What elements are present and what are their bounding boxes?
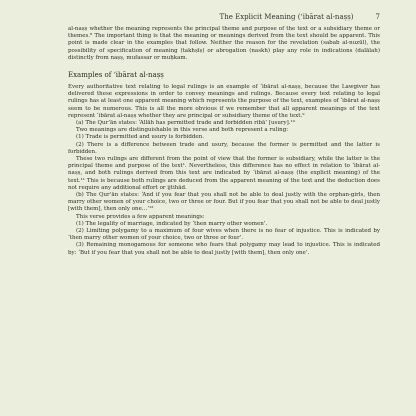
intro-paragraph: al-naṣṣ whether the meaning represents the principal theme and purpose of the text or a subsidiary theme or themes.⁸ The important thing is that the meaning or meanings derived from the text should be apparent. This point is made clear in the examples that follow. Neither the reason for the revelation (sabab al-nuzūl), the possibility of specification of meaning (takhṣīṣ) or abrogation (naskh) play any role in indications (dalālah) distinctly from naṣṣ, mufassar or muḥkam. xyxy=(68,26,380,61)
paragraph: Two meanings are distinguishable in this verse and both represent a ruling: xyxy=(76,127,289,134)
list-item: (1) Trade is permitted and usury is forbidden. xyxy=(76,134,204,141)
running-title: The Explicit Meaning (‘ibārat al-naṣṣ) xyxy=(219,13,354,21)
page-number: 7 xyxy=(375,13,380,21)
example-a: (a) The Qur’ān states: ‘Allāh has permitted trade and forbidden ribā’ [usury].¹⁰ xyxy=(76,120,295,127)
section-heading: Examples of ‘ibārat al-naṣṣ xyxy=(68,71,164,80)
running-head xyxy=(68,13,380,22)
list-item: (2) There is a difference between trade and usury, because the former is permitted and the latter is forbidden. xyxy=(68,141,380,155)
body-text xyxy=(68,26,380,257)
list-item: (2) Limiting polygamy to a maximum of four wives when there is no fear of injustice. This is indicated by ‘then marry other women of your choice, two or three or four’. xyxy=(68,228,380,242)
list-item: (3) Remaining monogamous for someone who fears that polygamy may lead to injustice. This is indicated by: ‘But if you fear that you shall not be able to deal justly [with them], then only one’. xyxy=(68,242,380,256)
paragraph: This verse provides a few apparent meanings: xyxy=(76,213,205,220)
paragraph: These two rulings are different from the point of view that the former is subsidiary, while the latter is the principal theme and purpose of the text¹. Nevertheless, this difference has no effect in relation to ‘ibārat al-naṣṣ, and both rulings derived from this text are indicated by ‘ibārat al-naṣṣ (the explicit meaning) of the text.¹¹ This is because both rulings are deduced from the apparent meaning of the text and the deduction does not require any additional effort or ijtihād. xyxy=(68,156,380,191)
example-b: (b) The Qur’ān states: ‘And if you fear that you shall not be able to deal justly with the orphan-girls, then marry other women of your choice, two or three or four. But if you fear that you shall not be able to deal justly [with them], then only one…’¹² xyxy=(68,192,380,213)
paragraph: Every authoritative text relating to legal rulings is an example of ‘ibārat al-naṣṣ, because the Lawgiver has delivered these expressions in order to convey meanings and rulings. Because every text relating to legal rulings has at least one apparent meaning which represents the purpose of the text, examples of ‘ibārat al-naṣṣ seem to be numerous. This is all the more obvious if we remember that all apparent meanings of the text represent ‘ibārat al-naṣṣ whether they are principal or subsidiary theme of the text.⁹ xyxy=(68,84,380,119)
list-item: (1) The legality of marriage, indicated by ‘then marry other women’. xyxy=(76,220,268,227)
